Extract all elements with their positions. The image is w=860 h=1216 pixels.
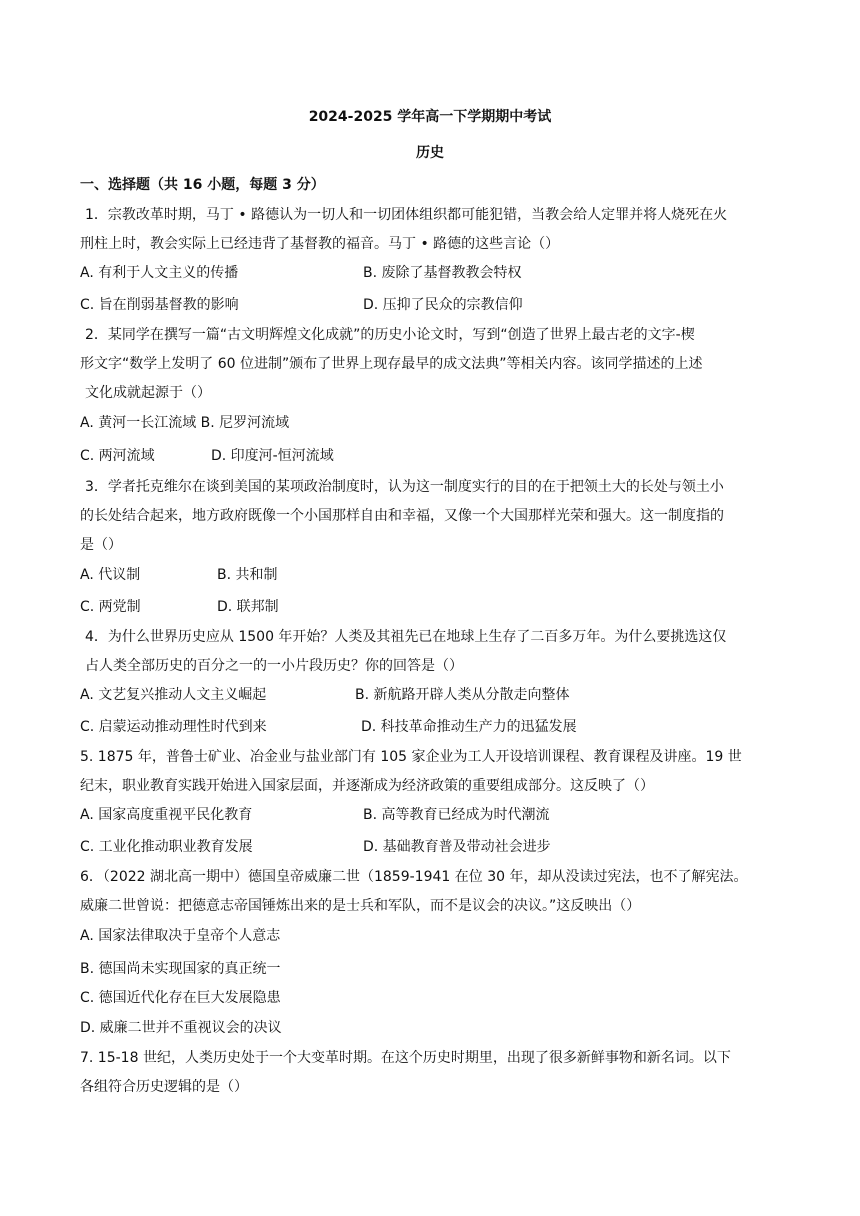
question-3-option-b: B. 共和制 <box>217 567 278 583</box>
question-1-stem-line-2: 刑柱上时，教会实际上已经违背了基督教的福音。马丁 • 路德的这些言论（） <box>80 236 560 252</box>
question-1-stem-line-1: 1．宗教改革时期，马丁 • 路德认为一切人和一切团体组织都可能犯错，当教会给人定罪并将人烧死在火 <box>85 207 728 223</box>
question-7-stem-line-2: 各组符合历史逻辑的是（） <box>80 1079 248 1095</box>
question-5-stem-line-1: 5. 1875 年，普鲁士矿业、冶金业与盐业部门有 105 家企业为工人开设培训课程、教育课程及讲座。19 世 <box>80 749 742 765</box>
question-3-stem-line-3: 是（） <box>80 537 122 553</box>
question-3-option-a: A. 代议制 <box>80 567 141 583</box>
question-4-option-d: D. 科技革命推动生产力的迅猛发展 <box>361 719 577 735</box>
question-4-stem-line-1: 4．为什么世界历史应从 1500 年开始？人类及其祖先已在地球上生存了二百多万年。为什么要挑选这仅 <box>85 629 727 645</box>
question-6-stem-line-2: 威廉二世曾说：把德意志帝国锤炼出来的是士兵和军队，而不是议会的决议。”这反映出（） <box>80 898 641 914</box>
question-7-stem-line-1: 7. 15-18 世纪，人类历史处于一个大变革时期。在这个历史时期里，出现了很多新鲜事物和新名词。以下 <box>80 1050 731 1066</box>
question-2-option-ab: A. 黄河一长江流域 B. 尼罗河流域 <box>80 415 290 431</box>
question-2-option-d: D. 印度河-恒河流域 <box>211 448 334 464</box>
question-4-option-c: C. 启蒙运动推动理性时代到来 <box>80 719 267 735</box>
question-5-option-b: B. 高等教育已经成为时代潮流 <box>363 807 550 823</box>
question-2-stem-line-2: 形文字“数学上发明了 60 位进制”颁布了世界上现存最早的成文法典”等相关内容。该同学描述的上述 <box>80 356 703 372</box>
question-5-stem-line-2: 纪末，职业教育实践开始进入国家层面，并逐渐成为经济政策的重要组成部分。这反映了（） <box>80 778 654 794</box>
question-1-option-a: A. 有利于人文主义的传播 <box>80 265 239 281</box>
question-2-stem-line-1: 2．某同学在撰写一篇“古文明辉煌文化成就”的历史小论文时，写到“创造了世界上最古老的文字-楔 <box>85 327 695 343</box>
question-4-option-b: B. 新航路开辟人类从分散走向整体 <box>355 687 570 703</box>
question-3-stem-line-1: 3．学者托克维尔在谈到美国的某项政治制度时，认为这一制度实行的目的在于把领土大的长处与领土小 <box>85 479 724 495</box>
question-4-stem-line-2: 占人类全部历史的百分之一的一小片段历史？你的回答是（） <box>85 658 463 674</box>
question-5-option-d: D. 基础教育普及带动社会进步 <box>363 839 551 855</box>
question-3-stem-line-2: 的长处结合起来，地方政府既像一个小国那样自由和幸福，又像一个大国那样光荣和强大。这一制度指的 <box>80 508 724 524</box>
question-6-stem-line-1: 6．（2022 湖北高一期中）德国皇帝威廉二世（1859-1941 在位 30 年，却从没读过宪法，也不了解宪法。 <box>80 869 748 885</box>
question-6-option-c: C. 德国近代化存在巨大发展隐患 <box>80 990 281 1006</box>
question-3-option-c: C. 两党制 <box>80 599 141 615</box>
question-1-option-d: D. 压抑了民众的宗教信仰 <box>363 297 523 313</box>
exam-title: 2024-2025 学年高一下学期期中考试 <box>308 109 552 125</box>
section-heading: 一、选择题（共 16 小题，每题 3 分） <box>80 177 325 193</box>
question-2-stem-line-3: 文化成就起源于（） <box>85 385 211 401</box>
question-5-option-c: C. 工业化推动职业教育发展 <box>80 839 253 855</box>
question-2-option-c: C. 两河流域 <box>80 448 155 464</box>
question-3-option-d: D. 联邦制 <box>217 599 279 615</box>
question-5-option-a: A. 国家高度重视平民化教育 <box>80 807 253 823</box>
question-6-option-a: A. 国家法律取决于皇帝个人意志 <box>80 928 281 944</box>
question-6-option-d: D. 威廉二世并不重视议会的决议 <box>80 1020 282 1036</box>
question-6-option-b: B. 德国尚未实现国家的真正统一 <box>80 961 281 977</box>
question-1-option-b: B. 废除了基督教教会特权 <box>363 265 522 281</box>
question-1-option-c: C. 旨在削弱基督教的影响 <box>80 297 239 313</box>
question-4-option-a: A. 文艺复兴推动人文主义崛起 <box>80 687 267 703</box>
exam-subject: 历史 <box>416 145 444 161</box>
